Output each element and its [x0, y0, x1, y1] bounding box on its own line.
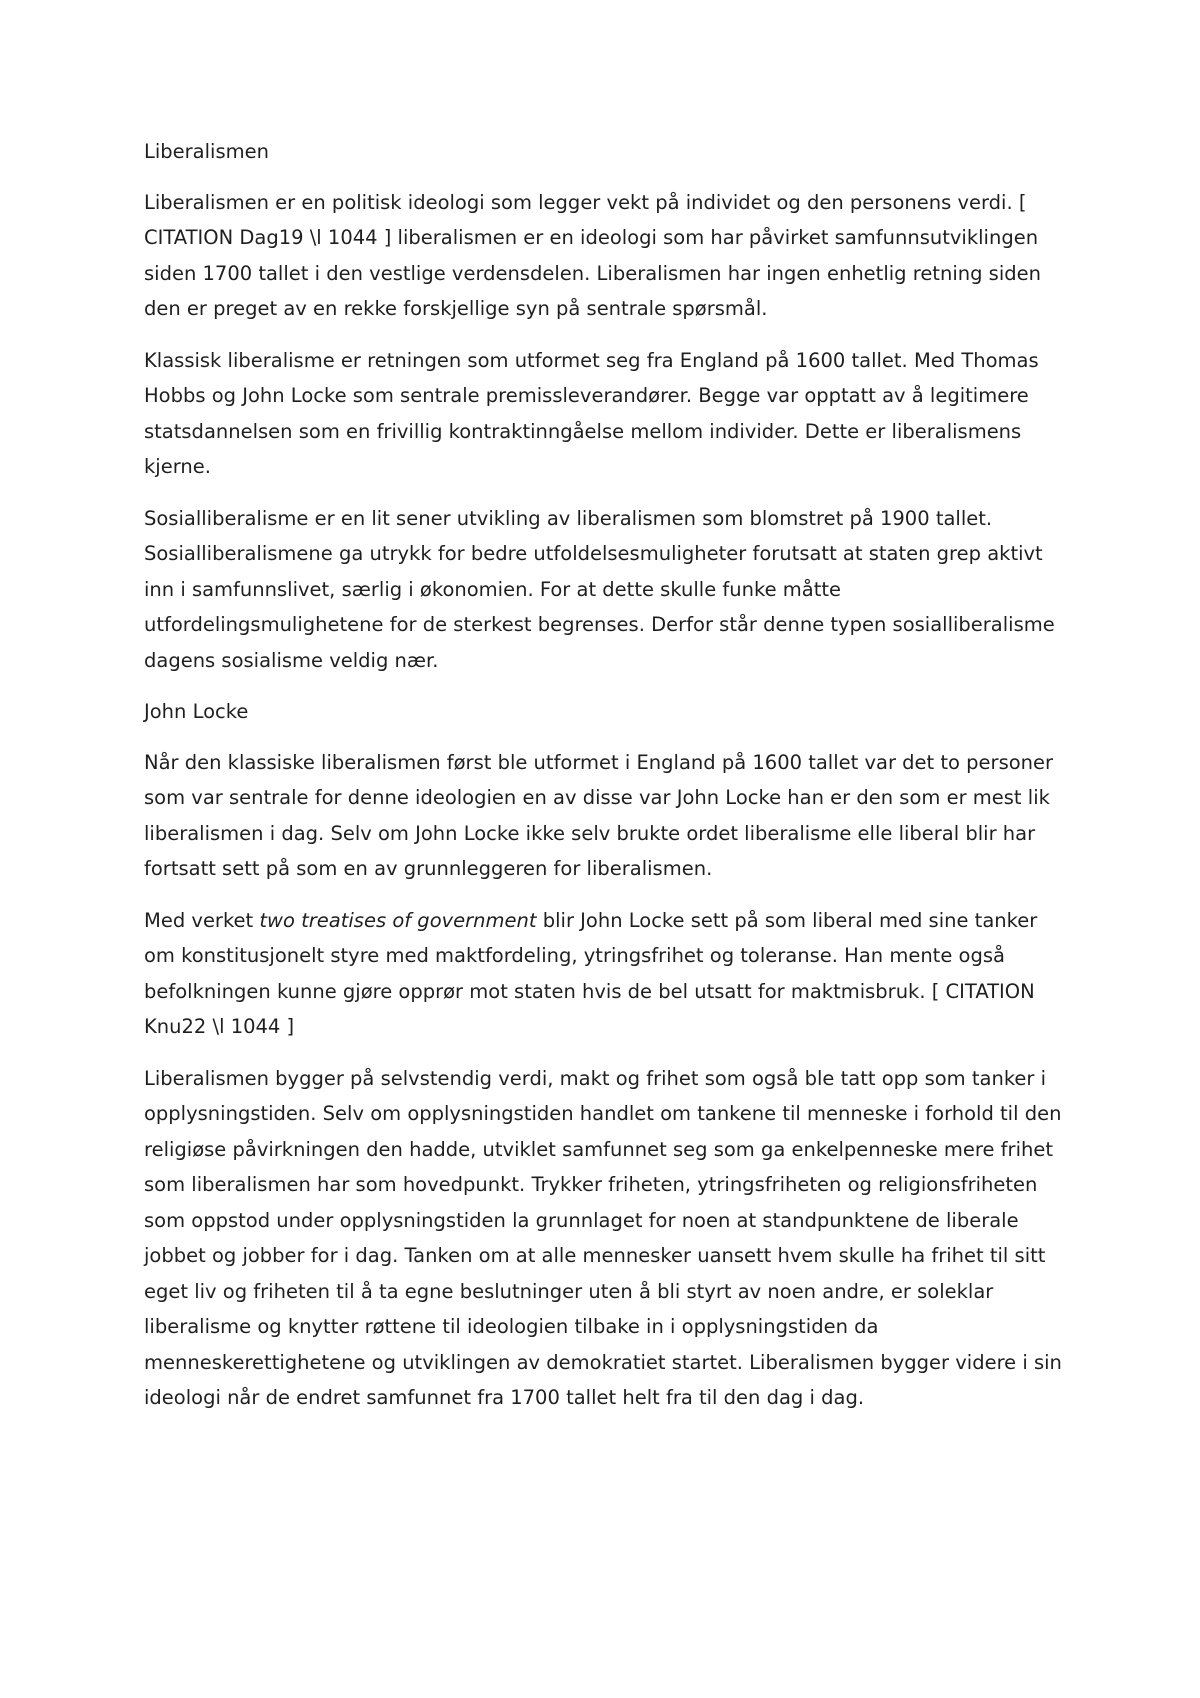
treatise-prefix: Med verket: [144, 908, 260, 932]
paragraph-locke-founder: Når den klassiske liberalismen først ble utformet i England på 1600 tallet var det to personer som var sentrale for denne ideologien en av disse var John Locke han er den som er mest lik liberalismen i dag. Selv om John Locke ikke selv brukte ordet liberalisme elle liberal blir har fortsatt sett på som en av grunnleggeren for liberalismen.: [144, 750, 1054, 880]
paragraph-classic-liberalism: Klassisk liberalisme er retningen som utformet seg fra England på 1600 tallet. Med Thomas Hobbs og John Locke som sentrale premissleverandører. Begge var opptatt av å legitimere statsdannelsen som en frivillig kontraktinngåelse mellom individer. Dette er liberalismens kjerne.: [144, 348, 1039, 478]
section-heading-john-locke: John Locke: [144, 700, 249, 723]
paragraph-enlightenment: Liberalismen bygger på selvstendig verdi, makt og frihet som også ble tatt opp som tanker i opplysningstiden. Selv om opplysningstiden handlet om tankene til menneske i forhold til den religiøse påvirkningen den hadde, utviklet samfunnet seg som ga enkelpenneske mere frihet som liberalismen har som hovedpunkt. Trykker friheten, ytringsfriheten og religionsfriheten som oppstod under opplysningstiden la grunnlaget for noen at standpunktene de liberale jobbet og jobber for i dag. Tanken om at alle mennesker uansett hvem skulle ha frihet til sitt eget liv og friheten til å ta egne beslutninger uten å bli styrt av noen andre, er soleklar liberalisme og knytter røttene til ideologien tilbake in i opplysningstiden da menneskerettighetene og utviklingen av demokratiet startet. Liberalismen bygger videre i sin ideologi når de endret samfunnet fra 1700 tallet helt fra til den dag i dag.: [144, 1066, 1062, 1409]
document-page: [144, 134, 1074, 1432]
paragraph-intro: Liberalismen er en politisk ideologi som legger vekt på individet og den personens verdi. [ CITATION Dag19 \l 1044 ] liberalismen er en ideologi som har påvirket samfunnsutviklingen siden 1700 tallet i den vestlige verdensdelen. Liberalismen har ingen enhetlig retning siden den er preget av en rekke forskjellige syn på sentrale spørsmål.: [144, 190, 1041, 320]
paragraph-locke-treatise: [144, 903, 1074, 1045]
document-title: Liberalismen: [144, 140, 269, 163]
paragraph-social-liberalism: Sosialliberalisme er en lit sener utvikling av liberalismen som blomstret på 1900 tallet. Sosialliberalismene ga utrykk for bedre utfoldelsesmuligheter forutsatt at staten grep aktivt inn i samfunnslivet, særlig i økonomien. For at dette skulle funke måtte utfordelingsmulighetene for de sterkest begrenses. Derfor står denne typen sosialliberalisme dagens sosialisme veldig nær.: [144, 506, 1055, 672]
treatise-rest: blir John Locke sett på som liberal med sine tanker om konstitusjonelt styre med maktfordeling, ytringsfrihet og toleranse. Han mente også befolkningen kunne gjøre opprør mot staten hvis de bel utsatt for maktmisbruk. [ CITATION Knu22 \l 1044 ]: [144, 908, 1038, 1038]
treatise-title: two treatises of government: [259, 908, 537, 932]
